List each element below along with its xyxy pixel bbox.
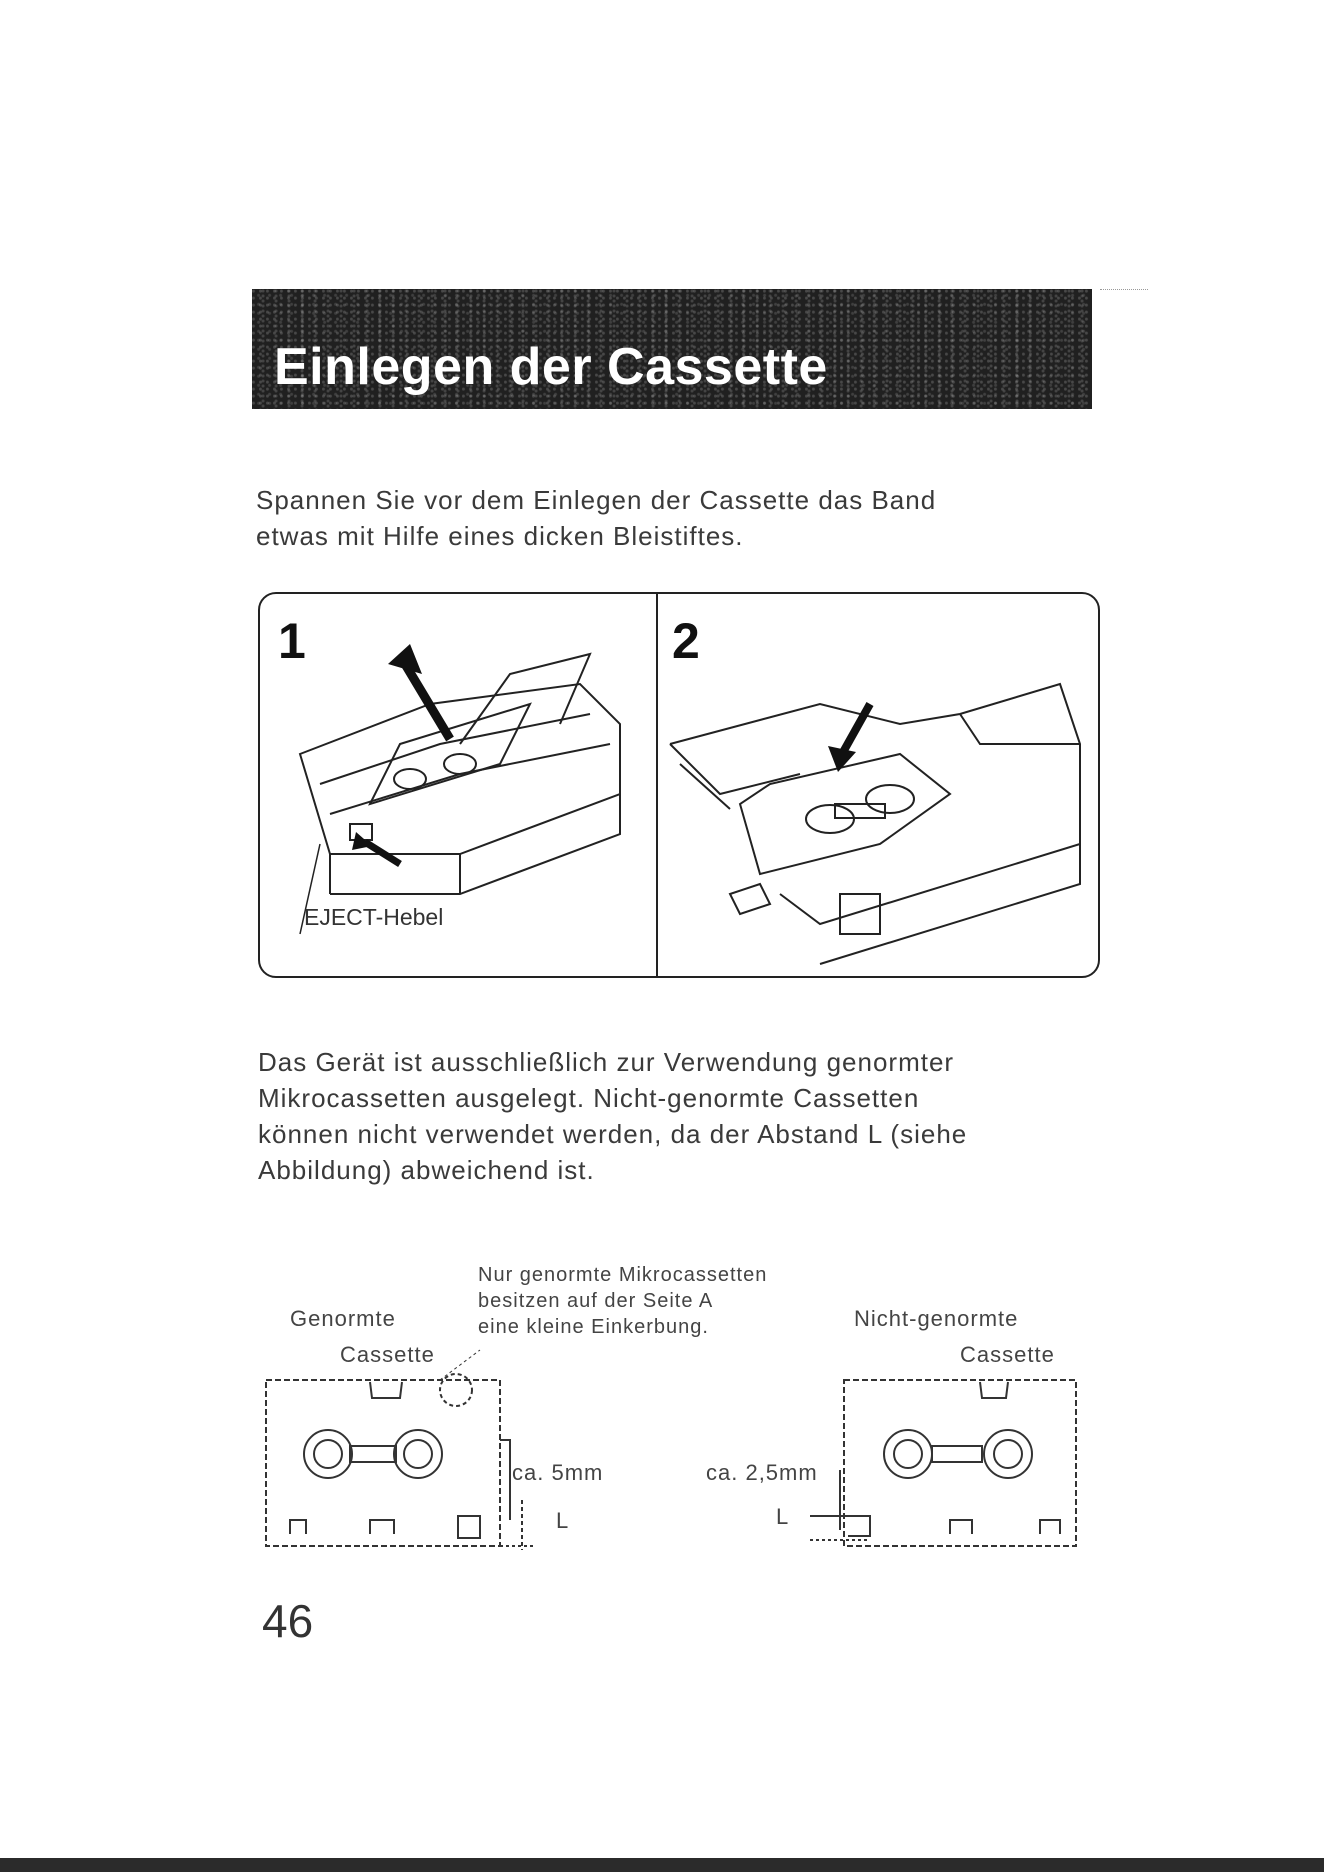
body-line: Mikrocassetten ausgelegt. Nicht-genormte Cassetten: [258, 1083, 920, 1113]
notch-note-line: besitzen auf der Seite A: [478, 1290, 714, 1312]
illustration-box: [258, 592, 1100, 978]
page-number: 46: [262, 1595, 314, 1647]
distance-symbol-nonstandard: L: [776, 1504, 790, 1529]
body-line: können nicht verwendet werden, da der Abstand L (siehe: [258, 1119, 968, 1149]
standard-cassette-drawing: [266, 1350, 535, 1550]
panel-divider: [656, 594, 658, 976]
panel-2-recorder-drawing: [670, 684, 1080, 964]
notch-note-line: eine kleine Einkerbung.: [478, 1316, 709, 1338]
eject-lever-label: EJECT-Hebel: [304, 904, 444, 930]
page-title: Einlegen der Cassette: [274, 338, 828, 396]
notch-note: [478, 1262, 767, 1340]
intro-line: etwas mit Hilfe eines dicken Bleistiftes.: [256, 521, 744, 551]
standard-cassette-label-1: Genormte: [290, 1306, 396, 1331]
panel-number-2: 2: [672, 613, 700, 669]
nonstandard-cassette-label-2: Cassette: [960, 1342, 1055, 1367]
intro-line: Spannen Sie vor dem Einlegen der Cassette das Band: [256, 485, 937, 515]
standard-distance-label: ca. 5mm: [512, 1460, 604, 1485]
body-line: Das Gerät ist ausschließlich zur Verwendung genormter: [258, 1047, 955, 1077]
nonstandard-cassette-label-1: Nicht-genormte: [854, 1306, 1019, 1331]
nonstandard-cassette-drawing: [810, 1380, 1076, 1546]
panel-1-recorder-drawing: [300, 654, 620, 934]
standard-cassette-label-2: Cassette: [340, 1342, 435, 1367]
panel-number-1: 1: [278, 613, 306, 669]
notch-note-line: Nur genormte Mikrocassetten: [478, 1264, 768, 1286]
intro-paragraph: [256, 482, 1076, 554]
body-paragraph: [258, 1044, 1078, 1188]
title-edge-marks: [1100, 289, 1148, 291]
bottom-edge-bar: [0, 1858, 1324, 1872]
body-line: Abbildung) abweichend ist.: [258, 1155, 595, 1185]
title-banner: [252, 289, 1092, 409]
distance-symbol-standard: L: [556, 1508, 570, 1533]
nonstandard-distance-label: ca. 2,5mm: [706, 1460, 818, 1485]
